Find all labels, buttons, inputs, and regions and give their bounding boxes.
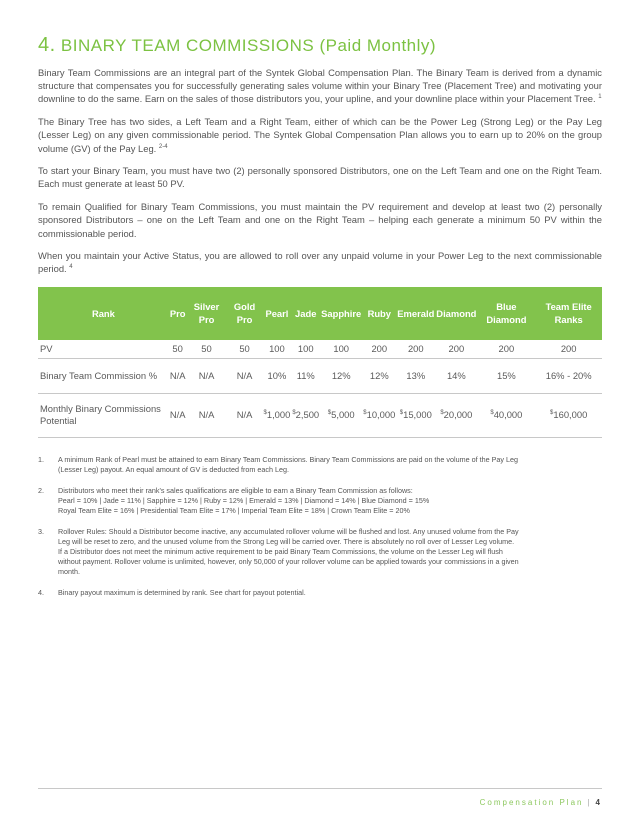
cell-value: 20,000	[443, 409, 473, 421]
currency-symbol: $	[263, 410, 267, 417]
cell-value: 10,000	[366, 409, 396, 421]
paragraph-text: When you maintain your Active Status, you are allowed to roll over any unpaid volume in your Power Leg to the next commissionable period.	[38, 250, 602, 275]
table-row	[38, 358, 602, 393]
row-label: PV	[38, 340, 169, 359]
section-title: BINARY TEAM COMMISSIONS (Paid Monthly)	[60, 36, 437, 55]
table-cell	[320, 340, 362, 359]
currency-symbol: $	[327, 410, 332, 417]
column-header: Silver Pro	[186, 287, 226, 340]
section-heading	[38, 34, 602, 57]
table-cell	[186, 358, 226, 393]
cell-value: 200	[498, 342, 515, 354]
footer-separator: |	[587, 798, 592, 807]
cell-value: 10%	[267, 369, 287, 381]
table-cell	[320, 393, 362, 437]
cell-value: N/A	[198, 409, 215, 421]
body-paragraph	[38, 66, 602, 106]
table-cell	[320, 358, 362, 393]
footnote-number: 2.	[38, 485, 44, 495]
cell-value: 2,500	[295, 409, 320, 421]
footnotes	[38, 455, 602, 598]
column-header: Sapphire	[320, 287, 362, 340]
page-number: 4	[595, 798, 600, 807]
table-cell	[396, 393, 435, 437]
column-header: Emerald	[396, 287, 435, 340]
footnote-ref: 4	[69, 264, 73, 271]
table-cell	[291, 393, 320, 437]
cell-value: 16% - 20%	[545, 369, 592, 381]
footnote-item	[38, 486, 602, 516]
paragraph-text: The Binary Tree has two sides, a Left Team and a Right Team, either of which can be the Power Leg (Strong Leg) or the Pay Leg (Lesser Leg) on any given commissionable period. The Syntek Global Compensation Plan allows you to earn up to 20% on the group volume (GV) of the Pay Leg.	[38, 116, 602, 154]
footnote-item	[38, 527, 602, 577]
column-header: Pearl	[263, 287, 292, 340]
footnote-item	[38, 588, 602, 598]
footnote-line: without payment. Rollover volume is unlimited, however, only 50,000 of your rollover volume can be applied towards your commissions in a given	[58, 556, 519, 566]
body-paragraph	[38, 249, 602, 275]
cell-value: 50	[172, 342, 183, 354]
table-cell	[435, 358, 477, 393]
table-cell	[477, 358, 535, 393]
paragraph-text: To start your Binary Team, you must have two (2) personally sponsored Distributors, one on the Left Team and one on the Right Team. Each must generate at least 50 PV.	[38, 165, 602, 190]
cell-value: N/A	[169, 369, 186, 381]
table-cell	[227, 393, 263, 437]
table-cell	[435, 393, 477, 437]
table-cell	[435, 340, 477, 359]
section-number: 4.	[38, 34, 56, 56]
cell-value: 200	[407, 342, 424, 354]
table-row	[38, 393, 602, 437]
binary-commission-table	[38, 287, 602, 438]
table-cell	[263, 393, 292, 437]
cell-value: 14%	[446, 369, 466, 381]
row-label: Monthly Binary Commissions Potential	[38, 393, 169, 437]
table-cell	[535, 340, 602, 359]
currency-symbol: $	[399, 410, 404, 417]
footnote-ref: 2-4	[158, 143, 168, 150]
table-cell	[186, 340, 226, 359]
body-paragraph	[38, 164, 602, 190]
body-paragraph	[38, 200, 602, 240]
cell-value: 5,000	[331, 409, 355, 421]
paragraph-text: Binary Team Commissions are an integral part of the Syntek Global Compensation Plan. The Binary Team is derived from a dynamic structure that compensates you for successfully generating sales volume within your Binary Tree (Placement Tree) and motivating your downline to do the same. Earn on the sales of those distributors you, your upline, and your downline place within your Placement Tree.	[38, 67, 602, 105]
footnote-line: Pearl = 10% | Jade = 11% | Sapphire = 12% | Ruby = 12% | Emerald = 13% | Diamond = 14% | Blue Diamond = 15%	[58, 495, 430, 505]
currency-symbol: $	[440, 410, 444, 417]
footnote-number: 4.	[38, 587, 44, 597]
cell-value: 200	[448, 342, 465, 354]
cell-value: 100	[269, 342, 285, 354]
cell-value: N/A	[236, 369, 253, 381]
table-cell	[362, 340, 396, 359]
cell-value: 15,000	[403, 409, 432, 421]
body-paragraphs	[38, 66, 602, 276]
cell-value: 12%	[369, 369, 389, 381]
footnote-text	[58, 486, 429, 516]
table-cell	[535, 358, 602, 393]
footnote-text	[58, 588, 306, 598]
table-cell	[291, 340, 320, 359]
page-footer	[480, 798, 600, 807]
table-cell	[227, 358, 263, 393]
table-cell	[227, 340, 263, 359]
footnote-number: 1.	[38, 454, 44, 464]
footnote-line: month.	[58, 566, 80, 576]
column-header: Blue Diamond	[477, 287, 535, 340]
footnote-ref: 1	[598, 94, 602, 101]
column-header: Gold Pro	[227, 287, 263, 340]
footnote-line: Binary payout maximum is determined by rank. See chart for payout potential.	[58, 587, 306, 597]
table-cell	[186, 393, 226, 437]
column-header: Pro	[169, 287, 187, 340]
cell-value: 11%	[296, 369, 315, 381]
paragraph-text: To remain Qualified for Binary Team Commissions, you must maintain the PV requirement and develop at least two (2) personally sponsored Distributors – one on the Left Team and one on the Right Team – helping each generate a minimum 50 PV within the commissionable period.	[38, 201, 602, 239]
cell-value: 100	[297, 342, 314, 354]
footer-divider	[38, 788, 602, 789]
table-cell	[263, 340, 292, 359]
footnote-line: Rollover Rules: Should a Distributor become inactive, any accumulated rollover volume will be flushed and lost. Any unused volume from the Pay	[58, 526, 519, 536]
currency-symbol: $	[292, 410, 296, 417]
footnote-line: Distributors who meet their rank's sales qualifications are eligible to earn a Binary Team Commission as follows:	[58, 485, 413, 495]
column-header: Ruby	[362, 287, 396, 340]
cell-value: 15%	[496, 369, 516, 381]
cell-value: 13%	[406, 369, 426, 381]
table-cell	[396, 340, 435, 359]
footnote-line: (Lesser Leg) payout. An equal amount of GV is deducted from each Leg.	[58, 464, 289, 474]
table-cell	[396, 358, 435, 393]
table-cell	[291, 358, 320, 393]
table-row	[38, 340, 602, 359]
currency-symbol: $	[363, 410, 367, 417]
cell-value: 100	[333, 342, 350, 354]
cell-value: 1,000	[266, 409, 291, 421]
footnote-line: Leg will be reset to zero, and the unused volume from the Strong Leg will be carried over. There is absolutely no roll over of Lesser Leg volume.	[58, 536, 515, 546]
body-paragraph	[38, 115, 602, 155]
page-content	[38, 34, 602, 609]
currency-symbol: $	[490, 410, 494, 417]
footer-label: Compensation Plan	[479, 798, 584, 807]
table-cell	[169, 358, 187, 393]
currency-symbol: $	[550, 410, 554, 417]
cell-value: 50	[201, 342, 212, 354]
footnote-item	[38, 455, 602, 475]
column-header: Diamond	[435, 287, 477, 340]
table-header-row	[38, 287, 602, 340]
cell-value: 12%	[331, 369, 351, 381]
cell-value: N/A	[169, 409, 186, 421]
cell-value: 50	[239, 342, 250, 354]
cell-value: 200	[371, 342, 388, 354]
table-cell	[477, 340, 535, 359]
table-cell	[362, 393, 396, 437]
column-header: Team Elite Ranks	[535, 287, 602, 340]
table-cell	[169, 393, 187, 437]
table-cell	[477, 393, 535, 437]
cell-value: N/A	[236, 409, 253, 421]
table-cell	[169, 340, 187, 359]
column-header: Jade	[291, 287, 320, 340]
footnote-number: 3.	[38, 526, 44, 536]
cell-value: 40,000	[493, 409, 523, 421]
cell-value: 200	[560, 342, 577, 354]
footnote-text	[58, 527, 519, 577]
column-header: Rank	[38, 287, 169, 340]
cell-value: N/A	[198, 369, 215, 381]
footnote-line: A minimum Rank of Pearl must be attained to earn Binary Team Commissions. Binary Team Commissions are paid on the volume of the Pay Leg	[58, 454, 518, 464]
footnote-line: If a Distributor does not meet the minimum active requirement to be paid Binary Team Commissions, the volume on the Lesser Leg will flush	[58, 546, 503, 556]
row-label: Binary Team Commission %	[38, 358, 169, 393]
footnote-text	[58, 455, 518, 475]
table-cell	[263, 358, 292, 393]
table-cell	[535, 393, 602, 437]
footnote-line: Royal Team Elite = 16% | Presidential Team Elite = 17% | Imperial Team Elite = 18% | Crown Team Elite = 20%	[58, 505, 410, 515]
table-cell	[362, 358, 396, 393]
cell-value: 160,000	[553, 409, 588, 421]
